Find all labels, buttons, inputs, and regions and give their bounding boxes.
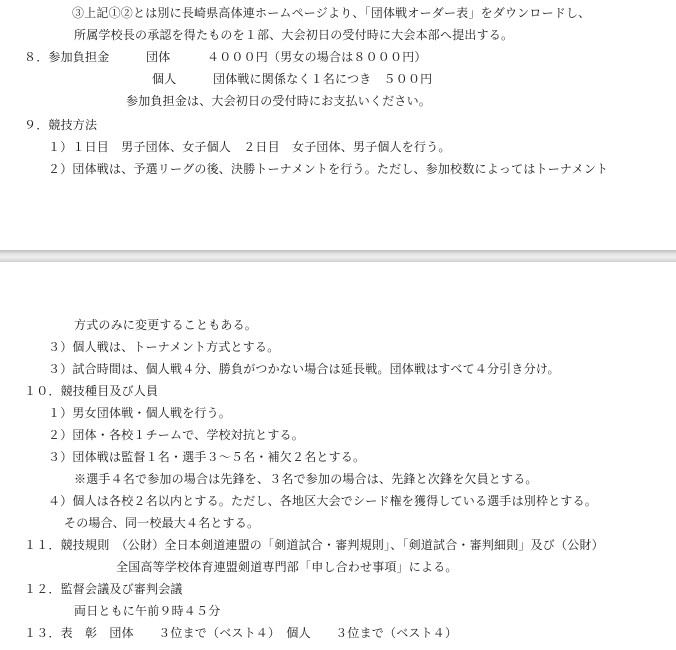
text-line: ２）団体・各校１チームで、学校対抗とする。 <box>48 428 304 442</box>
text-line: 方式のみに変更することもある。 <box>74 318 258 332</box>
text-line: １）男女団体戦・個人戦を行う。 <box>48 406 232 420</box>
document-page-2 <box>0 262 676 650</box>
text-line: その場合、同一校最大４名とする。 <box>64 516 260 530</box>
text-line: ③上記①②とは別に長崎県高体連ホームページより、「団体戦オーダー表」をダウンロードし、 <box>72 6 591 20</box>
section-heading: １２．監督会議及び審判会議 <box>24 582 183 596</box>
text-line: １）１日目 男子団体、女子個人 ２日目 女子団体、男子個人を行う。 <box>48 140 451 154</box>
section-heading: １０．競技種目及び人員 <box>24 384 159 398</box>
text-line: ３）個人戦は、トーナメント方式とする。 <box>48 340 280 354</box>
text-line: ３）試合時間は、個人戦４分、勝負がつかない場合は延長戦。団体戦はすべて４分引き分け。 <box>48 362 560 376</box>
text-line: 参加負担金は、大会初日の受付時にお支払いください。 <box>126 94 432 108</box>
text-line: 全国高等学校体育連盟剣道専門部「申し合わせ事項」による。 <box>116 560 458 574</box>
note-line: ※選手４名で参加の場合は先鋒を、３名で参加の場合は、先鋒と次鋒を欠員とする。 <box>74 472 538 486</box>
text-line: 両日ともに午前９時４５分 <box>74 604 221 618</box>
text-line: 個人 団体戦に関係なく１名につき ５００円 <box>152 72 433 86</box>
text-line: ２）団体戦は、予選リーグの後、決勝トーナメントを行う。ただし、参加校数によってはトーナメント <box>48 162 609 176</box>
text-line: 所属学校長の承認を得たものを１部、大会初日の受付時に大会本部へ提出する。 <box>74 28 514 42</box>
text-line: ８．参加負担金 団体 ４０００円（男女の場合は８０００円） <box>24 50 427 64</box>
text-line: ４）個人は各校２名以内とする。ただし、各地区大会でシード権を獲得している選手は別枠とする。 <box>48 494 598 508</box>
section-heading: １１．競技規則 （公財）全日本剣道連盟の「剣道試合・審判規則」、「剣道試合・審判細則」及び（公財） <box>24 538 604 552</box>
section-heading: １３．表 彰 団体 ３位まで（ベスト４） 個人 ３位まで（ベスト４） <box>24 626 458 640</box>
text-line: ３）団体戦は監督１名・選手３～５名・補欠２名とする。 <box>48 450 366 464</box>
document-page-1 <box>0 0 676 250</box>
page-separator <box>0 250 676 262</box>
section-heading: ９．競技方法 <box>24 118 98 132</box>
